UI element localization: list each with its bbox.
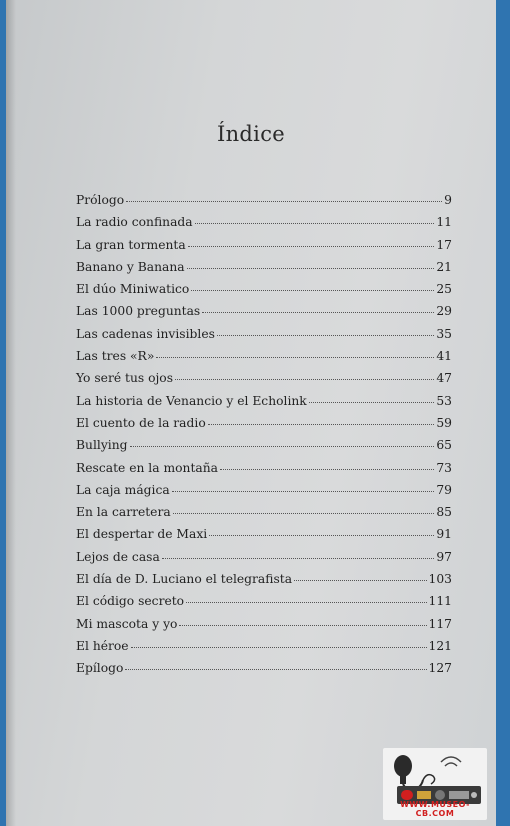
toc-entry-title: Las cadenas invisibles xyxy=(76,326,215,341)
toc-entry-title: El día de D. Luciano el telegrafista xyxy=(76,572,293,587)
toc-entry-title: El despertar de Maxi xyxy=(76,527,208,542)
toc-entry-page: 41 xyxy=(436,349,452,364)
toc-entry xyxy=(76,416,452,438)
toc-entry-title: La historia de Venancio y el Echolink xyxy=(76,393,307,408)
toc-dot-leader xyxy=(186,601,426,603)
toc-dot-leader xyxy=(130,445,435,447)
toc-dot-leader xyxy=(195,222,435,224)
toc-entry xyxy=(76,304,452,326)
toc-dot-leader xyxy=(125,668,426,670)
toc-entry-page: 47 xyxy=(436,371,452,386)
toc-entry-page: 65 xyxy=(436,438,452,453)
toc-dot-leader xyxy=(179,624,426,626)
toc-entry-page: 111 xyxy=(428,594,452,609)
toc-entry xyxy=(76,661,452,683)
table-of-contents xyxy=(76,193,452,684)
toc-entry xyxy=(76,617,452,639)
toc-entry-title: Las tres «R» xyxy=(76,349,155,364)
toc-entry-page: 91 xyxy=(436,527,452,542)
toc-entry xyxy=(76,505,452,527)
toc-entry-title: Rescate en la montaña xyxy=(76,460,218,475)
toc-entry xyxy=(76,394,452,416)
toc-entry-title: La gran tormenta xyxy=(76,237,186,252)
toc-entry-page: 127 xyxy=(428,661,452,676)
toc-entry-title: Prólogo xyxy=(76,193,125,207)
toc-entry-page: 11 xyxy=(436,215,452,230)
toc-entry-title: Banano y Banana xyxy=(76,259,185,274)
toc-entry-title: Epílogo xyxy=(76,661,124,676)
toc-entry-title: La caja mágica xyxy=(76,482,170,497)
toc-entry-title: El cuento de la radio xyxy=(76,415,206,430)
watermark-logo xyxy=(383,748,487,820)
toc-dot-leader xyxy=(294,579,426,581)
toc-entry-title: Yo seré tus ojos xyxy=(76,371,174,386)
toc-entry-page: 59 xyxy=(436,415,452,430)
toc-entry xyxy=(76,371,452,393)
toc-entry-page: 25 xyxy=(436,282,452,297)
toc-dot-leader xyxy=(162,557,435,559)
toc-entry-page: 21 xyxy=(436,259,452,274)
toc-dot-leader xyxy=(209,534,434,536)
toc-entry-page: 85 xyxy=(436,505,452,520)
toc-entry xyxy=(76,594,452,616)
toc-entry xyxy=(76,639,452,661)
toc-entry xyxy=(76,572,452,594)
toc-entry xyxy=(76,461,452,483)
toc-dot-leader xyxy=(172,490,435,492)
toc-entry-page: 53 xyxy=(436,393,452,408)
toc-entry-page: 117 xyxy=(428,616,452,631)
toc-entry-page: 9 xyxy=(444,193,452,207)
toc-entry xyxy=(76,349,452,371)
toc-dot-leader xyxy=(217,334,434,336)
toc-entry-title: El código secreto xyxy=(76,594,185,609)
toc-dot-leader xyxy=(156,356,434,358)
toc-entry xyxy=(76,238,452,260)
toc-entry-page: 17 xyxy=(436,237,452,252)
watermark-text: WWW.MUSEO-CB.COM xyxy=(400,800,470,818)
toc-dot-leader xyxy=(220,468,434,470)
toc-entry-page: 121 xyxy=(428,638,452,653)
toc-entry-page: 103 xyxy=(428,572,452,587)
toc-dot-leader xyxy=(208,423,435,425)
toc-entry-title: El héroe xyxy=(76,638,129,653)
toc-entry-title: Bullying xyxy=(76,438,128,453)
toc-entry-page: 79 xyxy=(436,482,452,497)
book-page xyxy=(6,0,496,826)
toc-dot-leader xyxy=(202,311,434,313)
toc-entry-page: 73 xyxy=(436,460,452,475)
toc-entry-page: 35 xyxy=(436,326,452,341)
page-title: Índice xyxy=(217,122,285,146)
toc-entry-title: El dúo Miniwatico xyxy=(76,282,190,297)
toc-entry xyxy=(76,260,452,282)
toc-entry xyxy=(76,282,452,304)
toc-entry-title: Mi mascota y yo xyxy=(76,616,178,631)
toc-entry xyxy=(76,193,452,215)
toc-entry xyxy=(76,327,452,349)
toc-dot-leader xyxy=(131,646,427,648)
toc-entry xyxy=(76,483,452,505)
toc-dot-leader xyxy=(188,245,435,247)
toc-entry xyxy=(76,438,452,460)
toc-dot-leader xyxy=(175,378,434,380)
toc-dot-leader xyxy=(126,200,442,202)
toc-dot-leader xyxy=(191,289,434,291)
toc-entry xyxy=(76,527,452,549)
toc-dot-leader xyxy=(309,401,435,403)
toc-entry-title: En la carretera xyxy=(76,505,171,520)
toc-entry-title: Lejos de casa xyxy=(76,549,160,564)
toc-entry-page: 29 xyxy=(436,304,452,319)
toc-entry xyxy=(76,215,452,237)
toc-dot-leader xyxy=(173,512,435,514)
toc-entry-page: 97 xyxy=(436,549,452,564)
toc-entry-title: La radio confinada xyxy=(76,215,193,230)
toc-entry-title: Las 1000 preguntas xyxy=(76,304,201,319)
toc-dot-leader xyxy=(187,267,435,269)
toc-entry xyxy=(76,550,452,572)
